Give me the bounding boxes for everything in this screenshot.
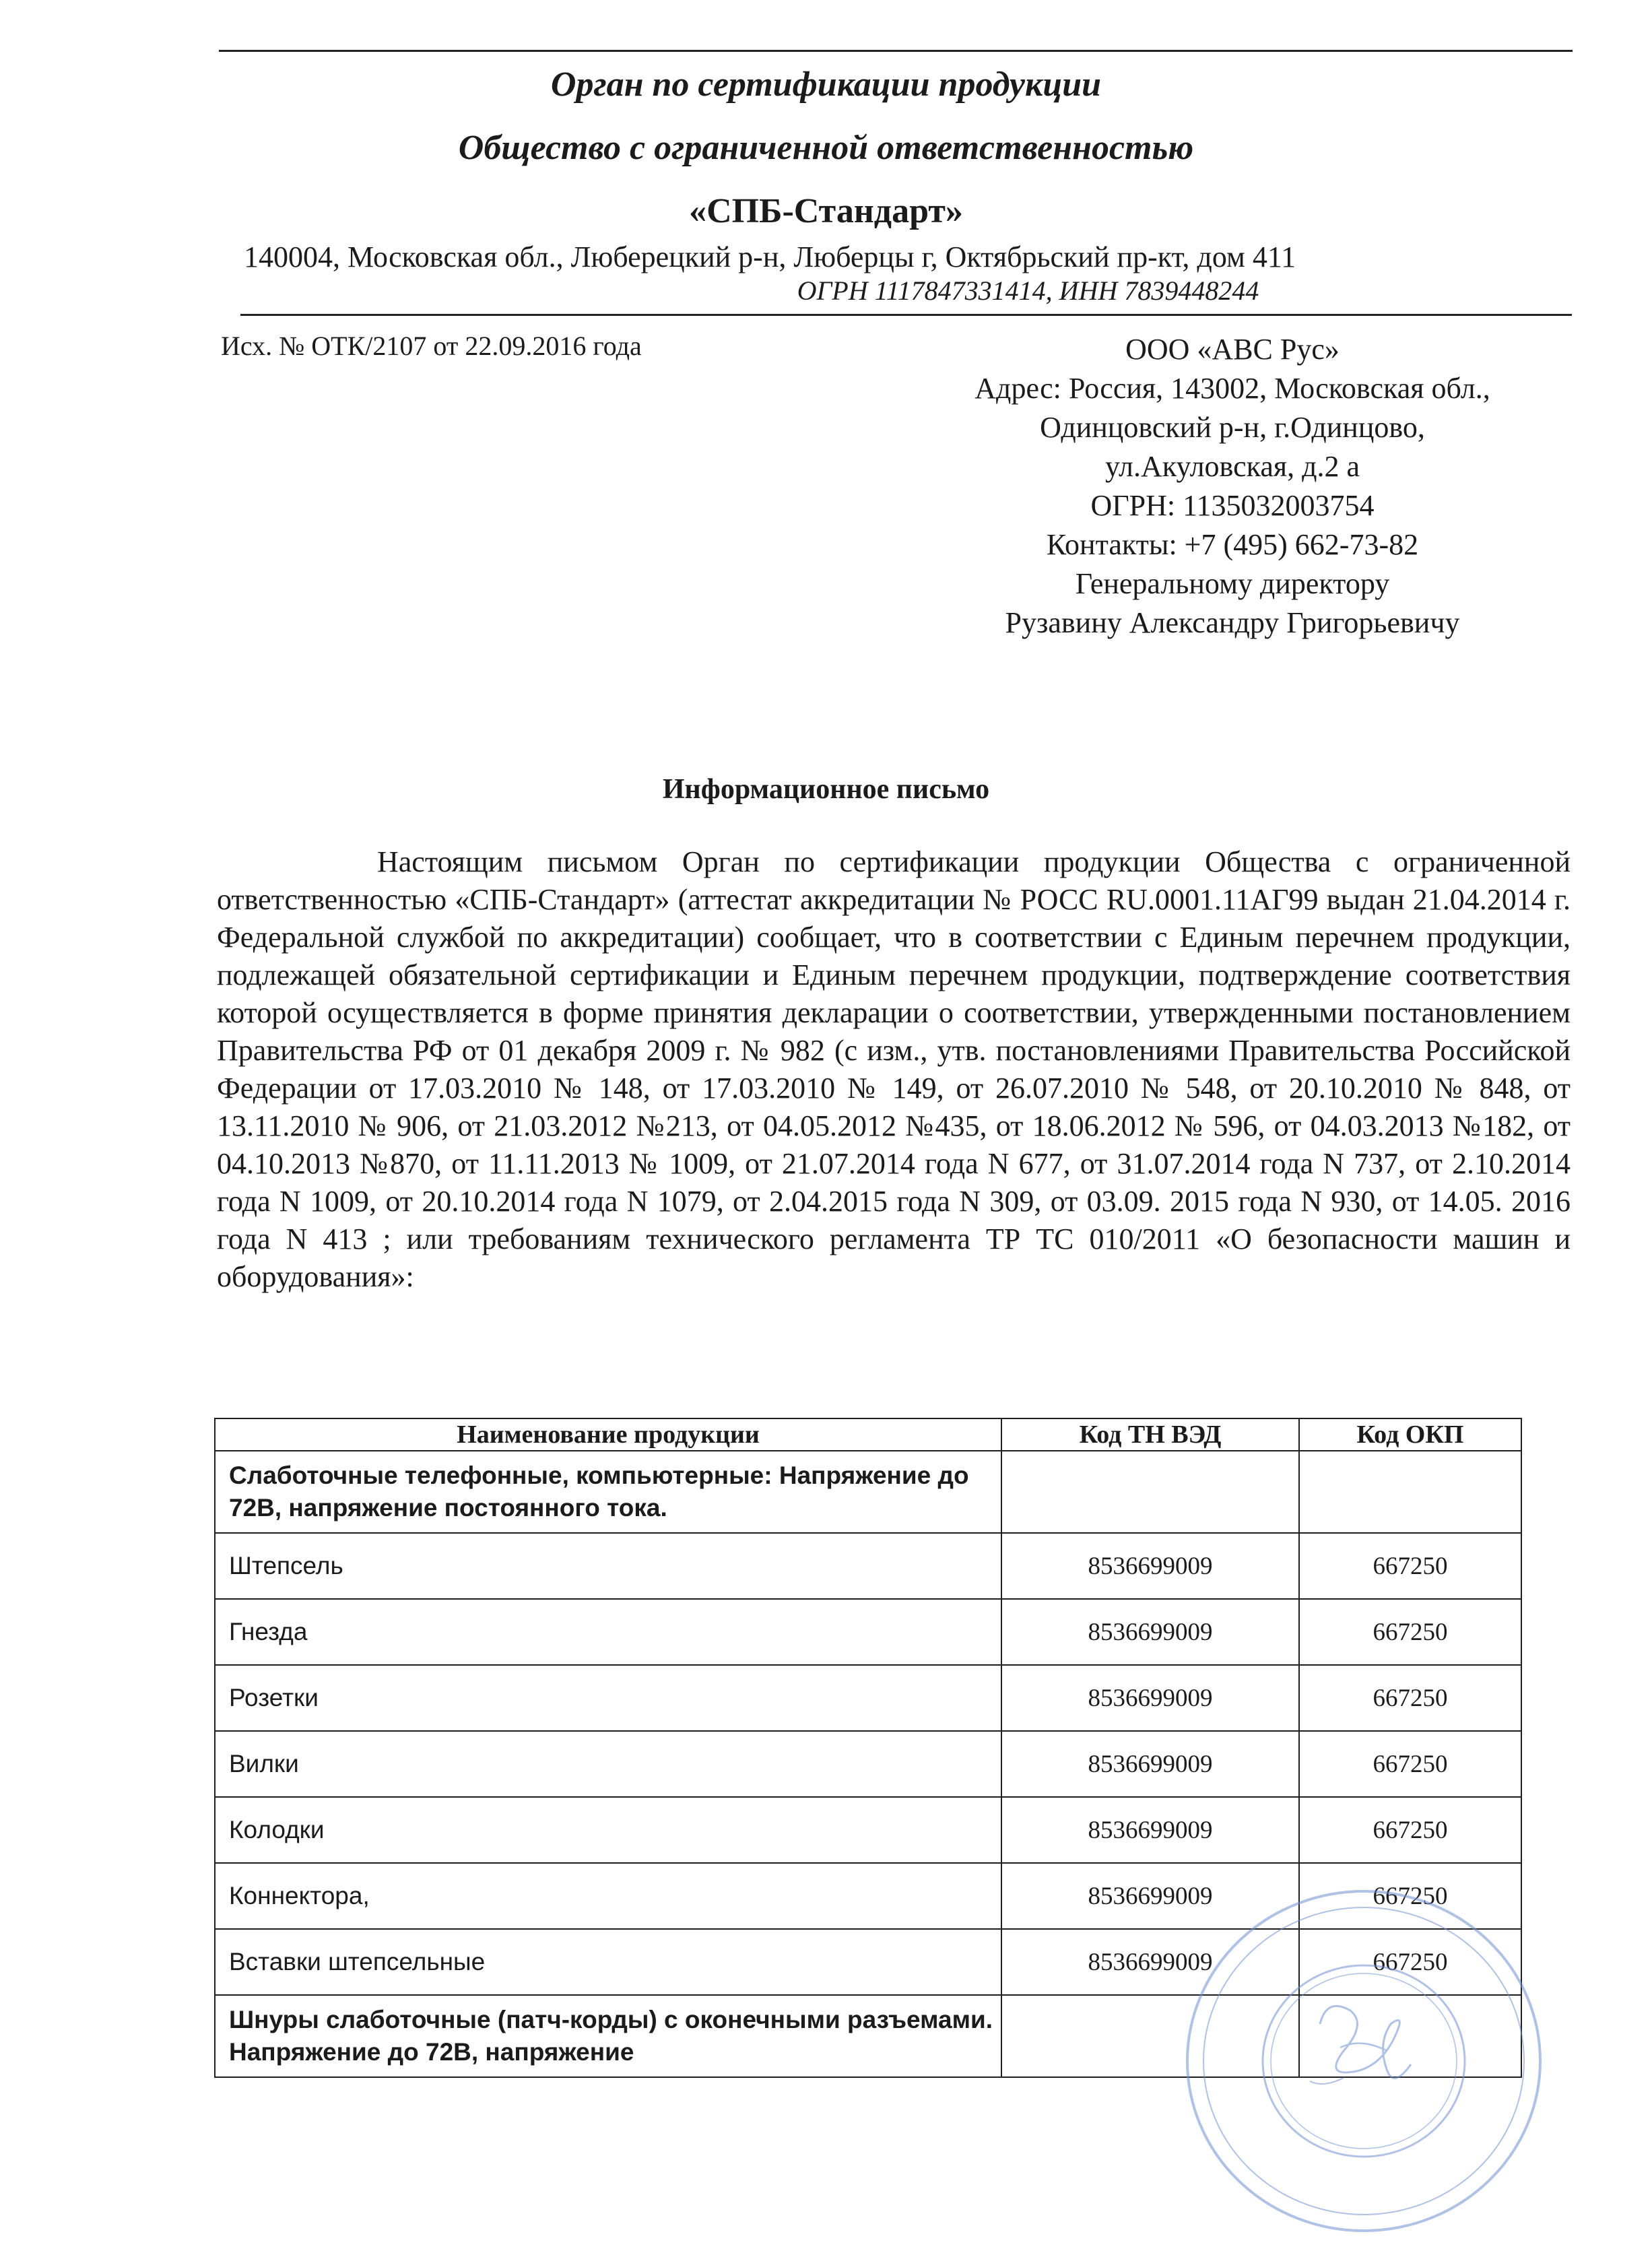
header-top-rule [219,50,1573,52]
recipient-line: ул.Акуловская, д.2 а [1104,450,1360,483]
table-group-row [215,1451,1521,1533]
okp-code: 667250 [1299,1863,1521,1929]
header-organ: Орган по сертификации продукции [550,65,1102,104]
tnved-code: 8536699009 [1001,1665,1299,1731]
certification-stamp [1175,1879,1552,2243]
table-row [215,1665,1521,1731]
table-row [215,1533,1521,1599]
recipient-line: Контакты: +7 (495) 662-73-82 [1046,528,1419,561]
header-address: 140004, Московская обл., Люберецкий р-н, Люберцы г, Октябрьский пр-кт, дом 411 [244,240,1296,273]
okp-code: 667250 [1299,1929,1521,1995]
okp-code: 667250 [1299,1533,1521,1599]
product-name: Розетки [215,1665,1001,1731]
product-name: Колодки [215,1797,1001,1863]
recipient-line: ООО «АВС Рус» [1125,333,1340,366]
product-name: Коннектора, [215,1863,1001,1929]
header-product-name: Наименование продукции [215,1418,1001,1451]
table-row [215,1797,1521,1863]
recipient-block [875,330,1589,643]
table-row [215,1599,1521,1665]
tnved-code: 8536699009 [1001,1599,1299,1665]
tnved-code: 8536699009 [1001,1533,1299,1599]
empty-cell [1299,1451,1521,1533]
okp-code: 667250 [1299,1665,1521,1731]
header-ogrn: ОГРН 1117847331414, ИНН 7839448244 [797,275,1259,306]
okp-code: 667250 [1299,1599,1521,1665]
outgoing-number: Исх. № ОТК/2107 от 22.09.2016 года [221,331,642,361]
header-bottom-rule [240,314,1572,316]
recipient-line: Генеральному директору [1075,567,1390,600]
group-name: Шнуры слаботочные (патч-корды) с оконечными разъемами. Напряжение до 72В, напряжение [215,1995,1001,2077]
recipient-line: Рузавину Александру Григорьевичу [1005,606,1460,639]
okp-code: 667250 [1299,1731,1521,1797]
group-name: Слаботочные телефонные, компьютерные: Напряжение до 72В, напряжение постоянного тока. [215,1451,1001,1533]
tnved-code: 8536699009 [1001,1863,1299,1929]
header-society: Общество с ограниченной ответственностью [458,129,1194,167]
letter-title: Информационное письмо [662,774,990,805]
table-row [215,1731,1521,1797]
letter-body: Настоящим письмом Орган по сертификации продукции Общества с ограниченной ответственностью «СПБ-Стандарт» (аттестат аккредитации № РОСС RU.0001.11АГ99 выдан 21.04.2014 г. Федеральной службой по аккредитации) сообщает, что в соответствии с Единым перечнем продукции, подлежащей обязательной сертификации и Единым перечнем продукции, подтверждение соответствия которой осуществляется в форме принятия декларации о соответствии, утвержденными постановлением Правительства РФ от 01 декабря 2009 г. № 982 (с изм., утв. постановлениями Правительства Российской Федерации от 17.03.2010 № 148, от 17.03.2010 № 149, от 26.07.2010 № 548, от 20.10.2010 № 848, от 13.11.2010 № 906, от 21.03.2012 №213, от 04.05.2012 №435, от 18.06.2012 № 596, от 04.03.2013 №182, от 04.10.2013 №870, от 11.11.2013 № 1009, от 21.07.2014 года N 677, от 31.07.2014 года N 737, от 2.10.2014 года N 1009, от 20.10.2014 года N 1079, от 2.04.2015 года N 309, от 03.09. 2015 года N 930, от 14.05. 2016 года N 413 ; или требованиям технического регламента ТР ТС 010/2011 «О безопасности машин и оборудования»: [217,845,1571,1293]
tnved-code: 8536699009 [1001,1929,1299,1995]
product-name: Гнезда [215,1599,1001,1665]
product-name: Вставки штепсельные [215,1929,1001,1995]
recipient-line: Одинцовский р-н, г.Одинцово, [1040,411,1425,444]
header-company-name: «СПБ-Стандарт» [689,192,963,230]
header-okp-code: Код ОКП [1299,1418,1521,1451]
table-header-row [215,1418,1521,1451]
okp-code: 667250 [1299,1797,1521,1863]
product-name: Штепсель [215,1533,1001,1599]
header-tnved-code: Код ТН ВЭД [1001,1418,1299,1451]
recipient-line: ОГРН: 1135032003754 [1090,489,1375,522]
empty-cell [1001,1451,1299,1533]
product-name: Вилки [215,1731,1001,1797]
tnved-code: 8536699009 [1001,1797,1299,1863]
tnved-code: 8536699009 [1001,1731,1299,1797]
recipient-line: Адрес: Россия, 143002, Московская обл., [974,372,1490,405]
